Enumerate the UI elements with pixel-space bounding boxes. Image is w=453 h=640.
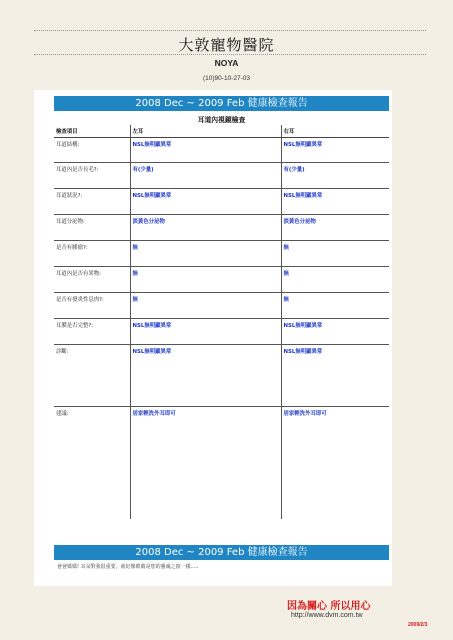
table-row bbox=[54, 407, 389, 519]
row-item: 耳道分泌物: bbox=[54, 215, 130, 241]
table-row bbox=[54, 319, 389, 345]
row-right-value: 無 bbox=[281, 293, 389, 319]
table-row bbox=[54, 293, 389, 319]
column-header-right: 右耳 bbox=[281, 125, 389, 138]
top-divider bbox=[34, 30, 426, 31]
table-header-row bbox=[54, 125, 389, 138]
report-date: 2009/2/3 bbox=[408, 622, 428, 628]
table-row bbox=[54, 189, 389, 215]
row-item: 是否有腫瘤?: bbox=[54, 241, 130, 267]
row-right-value: NSL無明顯異常 bbox=[281, 345, 389, 407]
row-left-value: 淡黃色分泌物 bbox=[130, 215, 281, 241]
table-row bbox=[54, 267, 389, 293]
hospital-name: 大敦寵物醫院 bbox=[178, 36, 275, 54]
row-item: 診斷: bbox=[54, 345, 130, 407]
table-row bbox=[54, 215, 389, 241]
website-link[interactable]: http://www.dvm.com.tw bbox=[291, 612, 363, 619]
column-header-left: 左耳 bbox=[130, 125, 281, 138]
section-title: 耳道內視鏡檢查 bbox=[197, 116, 246, 124]
row-left-value: 無 bbox=[130, 241, 281, 267]
owner-note: 爸爸媽媽! 耳朵對我很重要，就好像眼睛是您的靈魂之窗一樣..... bbox=[57, 564, 199, 570]
row-right-value: 淡黃色分泌物 bbox=[281, 215, 389, 241]
row-right-value: 無 bbox=[281, 241, 389, 267]
row-item: 耳道結構: bbox=[54, 138, 130, 163]
slogan: 因為關心 所以用心 bbox=[287, 601, 371, 612]
footer-banner: 2008 Dec ~ 2009 Feb 健康檢查報告 bbox=[54, 545, 389, 560]
row-item: 耳膜是否完整?: bbox=[54, 319, 130, 345]
row-left-value: 居家輕洗外耳即可 bbox=[130, 407, 281, 519]
row-right-value: NSL無明顯異常 bbox=[281, 319, 389, 345]
row-left-value: 無 bbox=[130, 293, 281, 319]
row-left-value: NSL無明顯異常 bbox=[130, 345, 281, 407]
row-item: 耳道內是否有異物: bbox=[54, 267, 130, 293]
row-left-value: 無 bbox=[130, 267, 281, 293]
column-header-item: 檢查項目 bbox=[54, 125, 130, 138]
row-left-value: 有(少量) bbox=[130, 163, 281, 189]
row-right-value: 有(少量) bbox=[281, 163, 389, 189]
table-row bbox=[54, 241, 389, 267]
table-row bbox=[54, 163, 389, 189]
row-left-value: NSL無明顯異常 bbox=[130, 138, 281, 163]
row-left-value: NSL無明顯異常 bbox=[130, 189, 281, 215]
row-right-value: NSL無明顯異常 bbox=[281, 189, 389, 215]
record-id: (10)90-10-27-03 bbox=[203, 75, 250, 82]
row-item: 建議: bbox=[56, 411, 69, 417]
row-item: 是否有發炎性息肉?: bbox=[54, 293, 130, 319]
pet-name: NOYA bbox=[214, 58, 239, 68]
row-right-value: 居家輕洗外耳即可 bbox=[281, 407, 389, 519]
table-row bbox=[54, 138, 389, 163]
report-banner: 2008 Dec ~ 2009 Feb 健康檢查報告 bbox=[54, 96, 389, 111]
row-left-value: NSL無明顯異常 bbox=[130, 319, 281, 345]
table-row bbox=[54, 345, 389, 407]
row-item: 耳道狀況?: bbox=[54, 189, 130, 215]
exam-table bbox=[54, 125, 389, 519]
row-right-value: 無 bbox=[281, 267, 389, 293]
row-item: 耳道內是否長毛?: bbox=[54, 163, 130, 189]
row-right-value: NSL無明顯異常 bbox=[281, 138, 389, 163]
